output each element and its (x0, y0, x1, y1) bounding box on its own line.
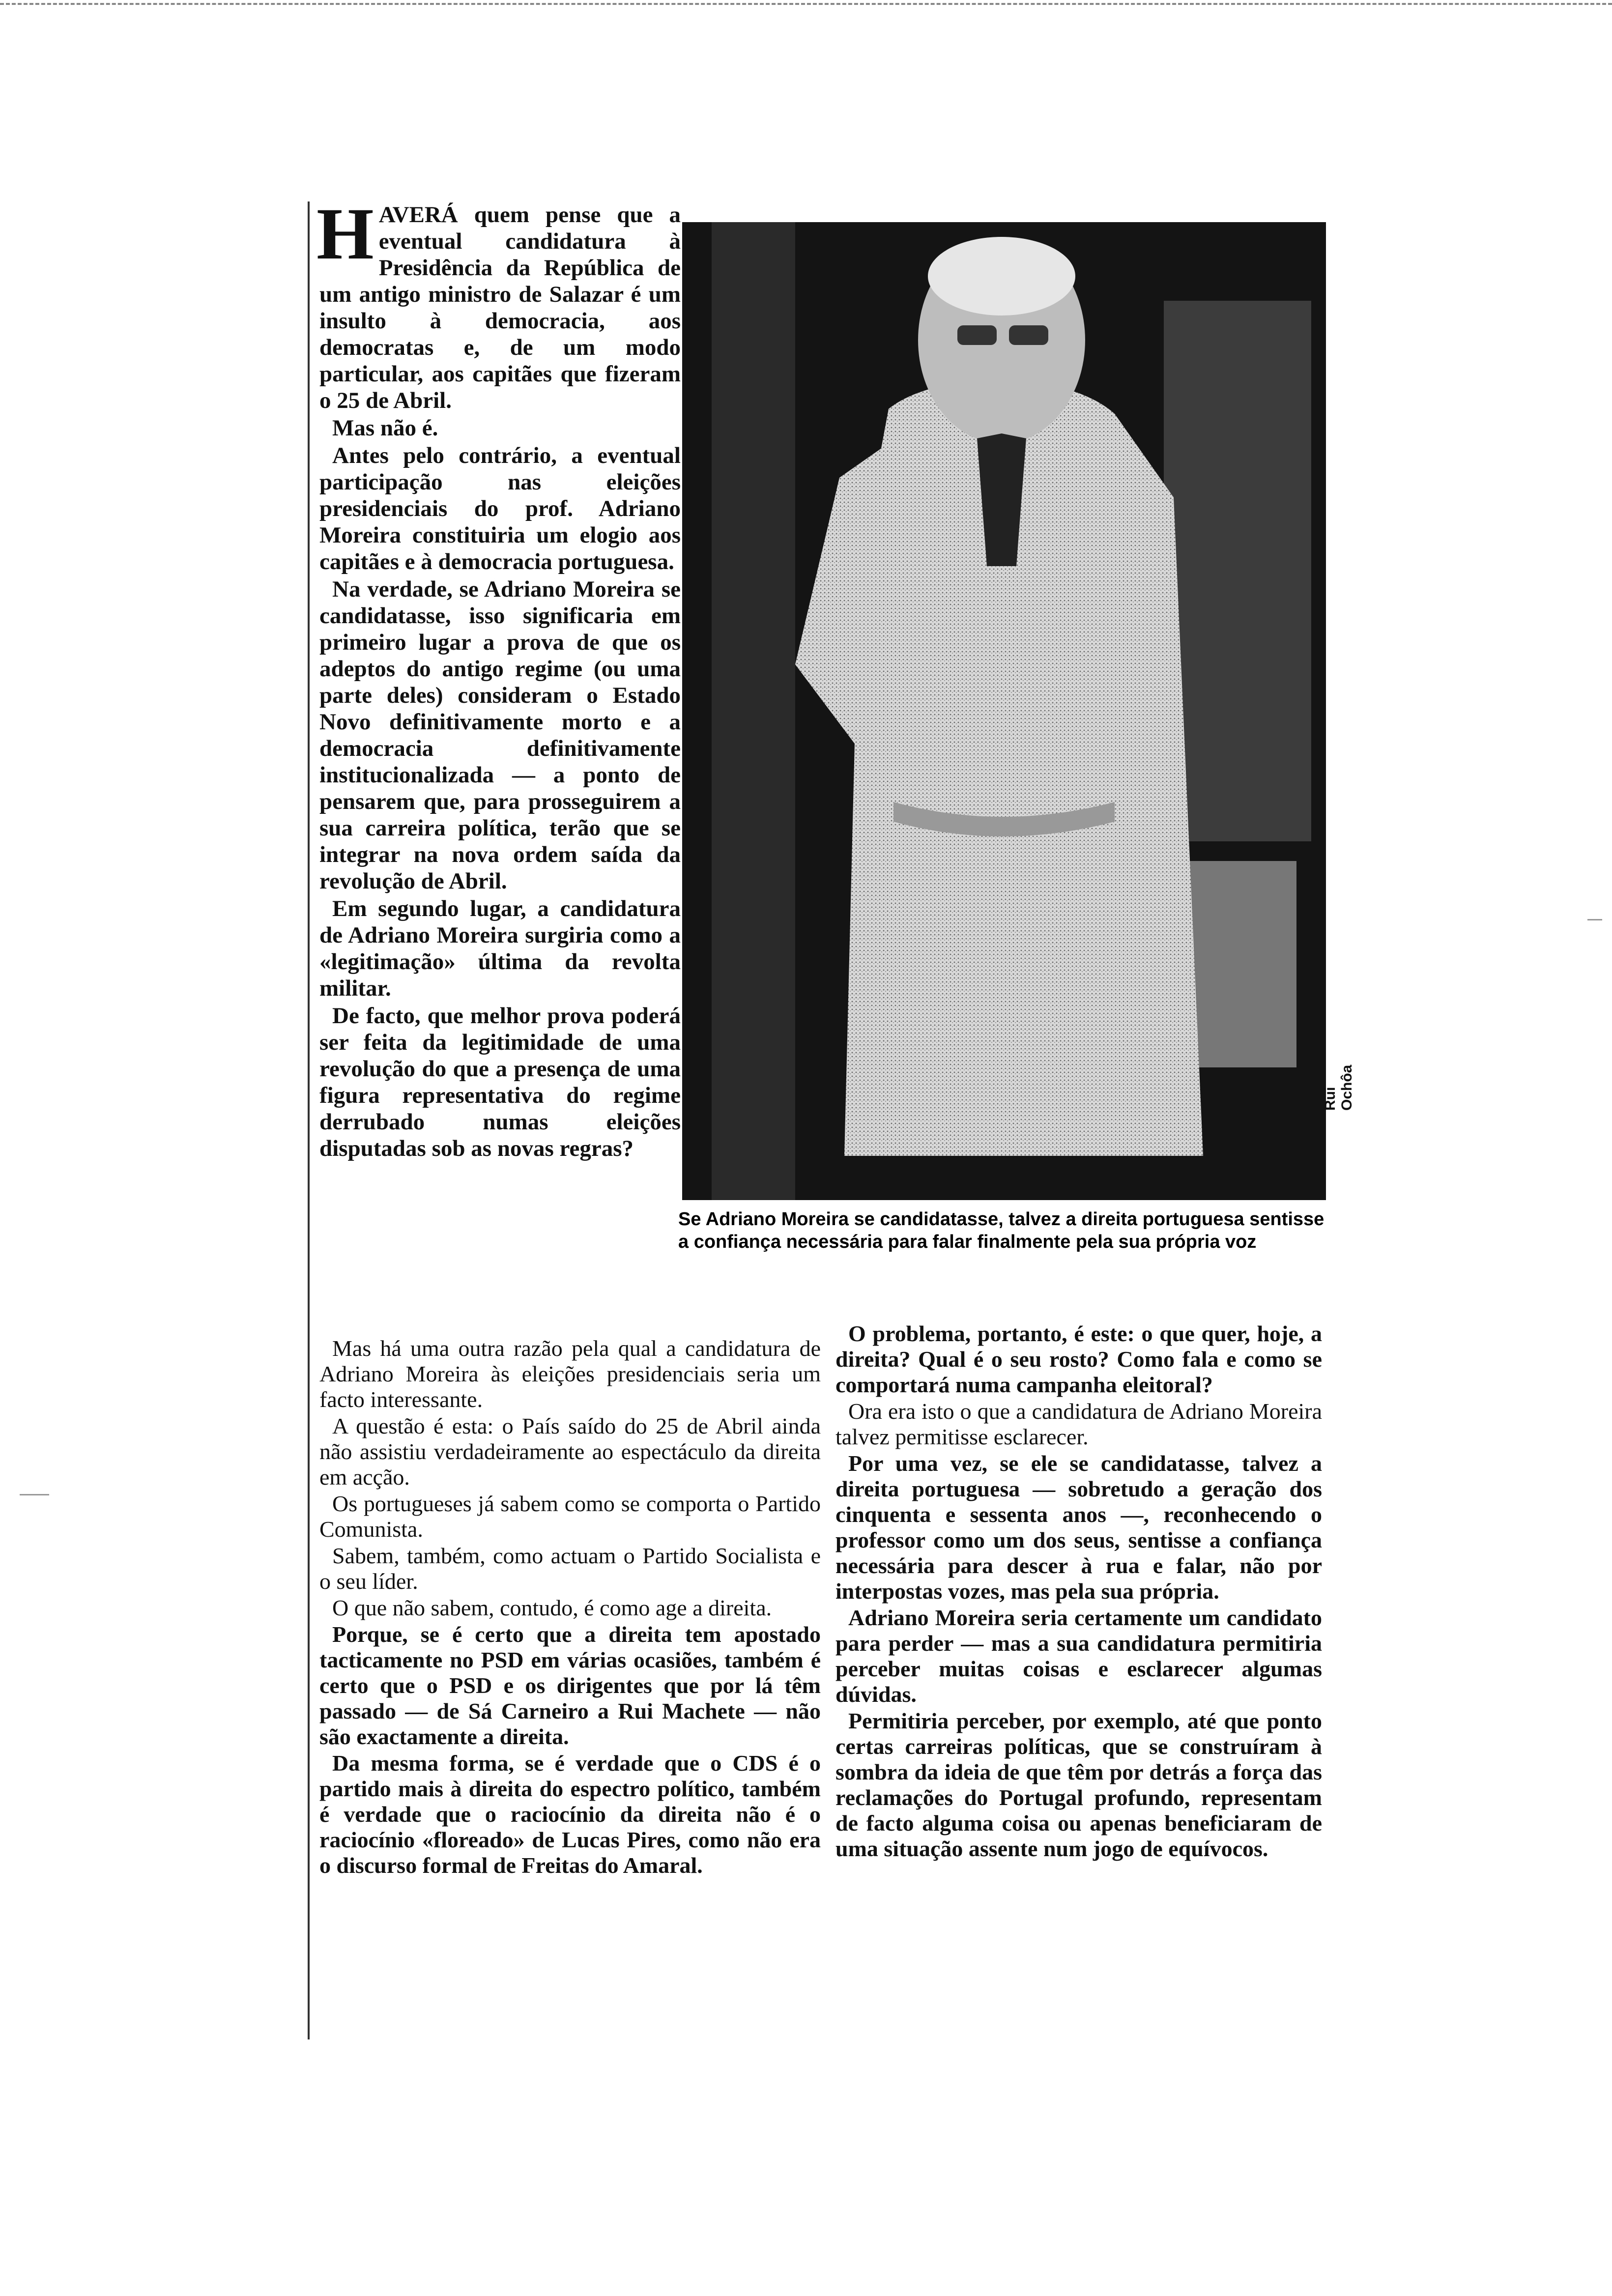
article-paragraph: Permitiria perceber, por exemplo, até que ponto certas carreiras políticas, que se construíram à sombra da ideia de que têm por detrás a força das reclamações do Portugal profundo, representam de facto alguma coisa ou apenas beneficiaram de uma situação assente num jogo de equívocos. (835, 1708, 1322, 1861)
article-column-3 (835, 1321, 1322, 1863)
article-paragraph: Por uma vez, se ele se candidatasse, talvez a direita portuguesa — sobretudo a geração dos cinquenta e sessenta anos —, reconhecendo o professor como um dos seus, sentisse a confiança necessária para descer à rua e falar, não por interpostas vozes, mas pela sua própria. (835, 1451, 1322, 1604)
article-paragraph: HAVERÁ quem pense que a eventual candidatura à Presidência da República de um antigo ministro de Salazar é um insulto à democracia, aos democratas e, de um modo particular, aos capitães que fizeram o 25 de Abril. (317, 193, 681, 413)
article-paragraph: A questão é esta: o País saído do 25 de Abril ainda não assistiu verdadeiramente ao espectáculo da direita em acção. (319, 1413, 821, 1490)
photo-credit: Rui Ochôa (1322, 1064, 1355, 1111)
portrait-photo (682, 222, 1326, 1200)
article-paragraph: O que não sabem, contudo, é como age a direita. (332, 1595, 772, 1620)
article-paragraph: Da mesma forma, se é verdade que o CDS é o partido mais à direita do espectro político, também é verdade que o raciocínio da direita não é o raciocínio «floreado» de Lucas Pires, como não era o discurso formal de Freitas do Amaral. (319, 1751, 821, 1878)
article-paragraph: Em segundo lugar, a candidatura de Adriano Moreira surgiria como a «legitimação» última da revolta militar. (319, 896, 681, 1001)
photo-caption: Se Adriano Moreira se candidatasse, talvez a direita portuguesa sentisse a confiança necessária para falar finalmente pela sua própria voz (678, 1209, 1324, 1252)
article-paragraph: Adriano Moreira seria certamente um candidato para perder — mas a sua candidatura permitiria perceber muitas coisas e esclarecer algumas dúvidas. (835, 1605, 1322, 1707)
article-column-1 (317, 193, 681, 1163)
article-paragraph: Sabem, também, como actuam o Partido Socialista e o seu líder. (319, 1543, 821, 1594)
scan-mark (20, 1494, 49, 1495)
column-rule (308, 201, 310, 2039)
scan-mark (1587, 919, 1602, 920)
article-paragraph: Os portugueses já sabem como se comporta o Partido Comunista. (319, 1491, 821, 1542)
article-paragraph: Ora era isto o que a candidatura de Adriano Moreira talvez permitisse esclarecer. (835, 1399, 1322, 1449)
article-paragraph: Mas não é. (332, 415, 438, 441)
article-paragraph: Na verdade, se Adriano Moreira se candidatasse, isso significaria em primeiro lugar a prova de que os adeptos do antigo regime (ou uma parte deles) consideram o Estado Novo definitivamente morto e a democracia definitivamente institucionalizada — a ponto de pensarem que, para prosseguirem a sua carreira política, terão que se integrar na nova ordem saída da revolução de Abril. (319, 576, 681, 894)
photo-image (682, 222, 1326, 1200)
article-paragraph: Antes pelo contrário, a eventual participação nas eleições presidenciais do prof. Adriano Moreira constituiria um elogio aos capitães e à democracia portuguesa. (319, 443, 681, 574)
article-paragraph: O problema, portanto, é este: o que quer, hoje, a direita? Qual é o seu rosto? Como fala e como se comportará numa campanha eleitoral? (835, 1321, 1322, 1397)
scan-top-edge (0, 3, 1612, 5)
drop-cap: H (317, 193, 374, 275)
article-column-2 (319, 1336, 821, 1879)
article-paragraph: Porque, se é certo que a direita tem apostado tacticamente no PSD em várias ocasiões, também é certo que o PSD e os dirigentes que por lá têm passado — de Sá Carneiro a Rui Machete — não são exactamente a direita. (319, 1622, 821, 1749)
article-paragraph: De facto, que melhor prova poderá ser feita da legitimidade de uma revolução do que a presença de uma figura representativa do regime derrubado numas eleições disputadas sob as novas regras? (319, 1003, 681, 1161)
article-paragraph: Mas há uma outra razão pela qual a candidatura de Adriano Moreira às eleições presidenciais seria um facto interessante. (319, 1336, 821, 1412)
